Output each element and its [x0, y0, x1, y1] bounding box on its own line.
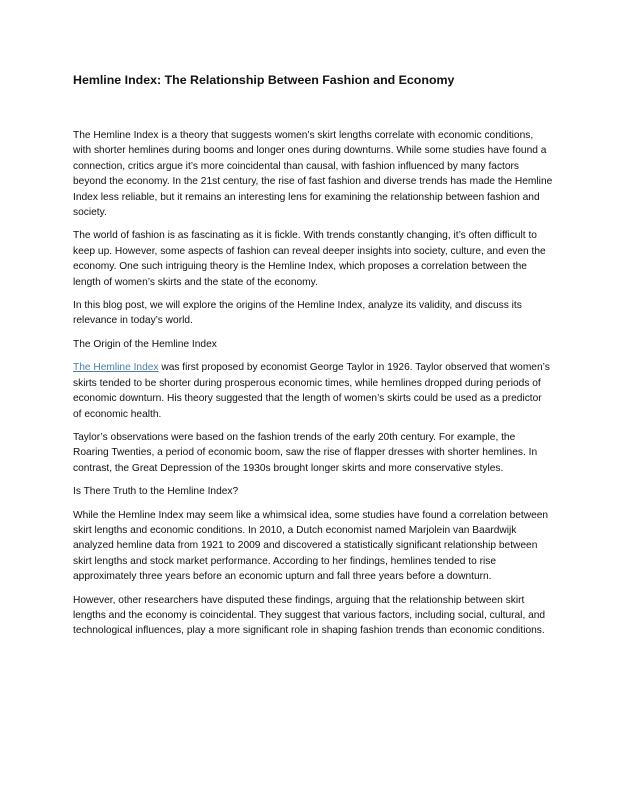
intro-paragraph-3: In this blog post, we will explore the origins of the Hemline Index, analyze its validity, and discuss its relevance in today’s world. — [73, 300, 522, 327]
truth-paragraph-2: However, other researchers have disputed these findings, arguing that the relationship between skirt lengths and the economy is coincidental. They suggest that various factors, including social, cultural, and technological influences, play a more significant role in shaping fashion trends than economic conditions. — [73, 594, 546, 637]
intro-paragraph-1: The Hemline Index is a theory that suggests women’s skirt lengths correlate with economic conditions, with shorter hemlines during booms and longer ones during downturns. While some studies have found a connection, critics argue it’s more coincidental than causal, with fashion influenced by many factors beyond the economy. In the 21st century, the rise of fast fashion and diverse trends has made the Hemline Index less reliable, but it remains an interesting lens for examining the relationship between fashion and society. — [73, 130, 553, 219]
hemline-index-link[interactable]: The Hemline Index — [73, 362, 159, 374]
intro-paragraph-2: The world of fashion is as fascinating as it is fickle. With trends constantly changing, it’s often difficult to keep up. However, some aspects of fashion can reveal deeper insights into society, culture, and even the economy. One such intriguing theory is the Hemline Index, which proposes a correlation between the length of women’s skirts and the state of the economy. — [73, 230, 546, 288]
document-title: Hemline Index: The Relationship Between Fashion and Economy — [73, 73, 455, 87]
origin-paragraph-1-text: was first proposed by economist George Taylor in 1926. Taylor observed that women’s skirts tended to be shorter during prosperous economic times, while hemlines dropped during periods of economic downturn. His theory suggested that the length of women’s skirts could be used as a predictor of economic health. — [73, 362, 550, 420]
section-heading-truth: Is There Truth to the Hemline Index? — [73, 486, 239, 498]
truth-paragraph-1: While the Hemline Index may seem like a whimsical idea, some studies have found a correlation between skirt lengths and economic conditions. In 2010, a Dutch economist named Marjolein van Baardwijk analyzed hemline data from 1921 to 2009 and discovered a statistically significant relationship between skirt lengths and stock market performance. According to her findings, hemlines tended to rise approximately three years before an economic upturn and fall three years before a downturn. — [73, 509, 549, 583]
origin-paragraph-1 — [73, 360, 553, 422]
document-page — [73, 72, 553, 647]
section-heading-origin: The Origin of the Hemline Index — [73, 338, 217, 350]
origin-paragraph-2: Taylor’s observations were based on the fashion trends of the early 20th century. For example, the Roaring Twenties, a period of economic boom, saw the rise of flapper dresses with shorter hemlines. In contrast, the Great Depression of the 1930s brought longer skirts and more conservative styles. — [73, 431, 538, 474]
